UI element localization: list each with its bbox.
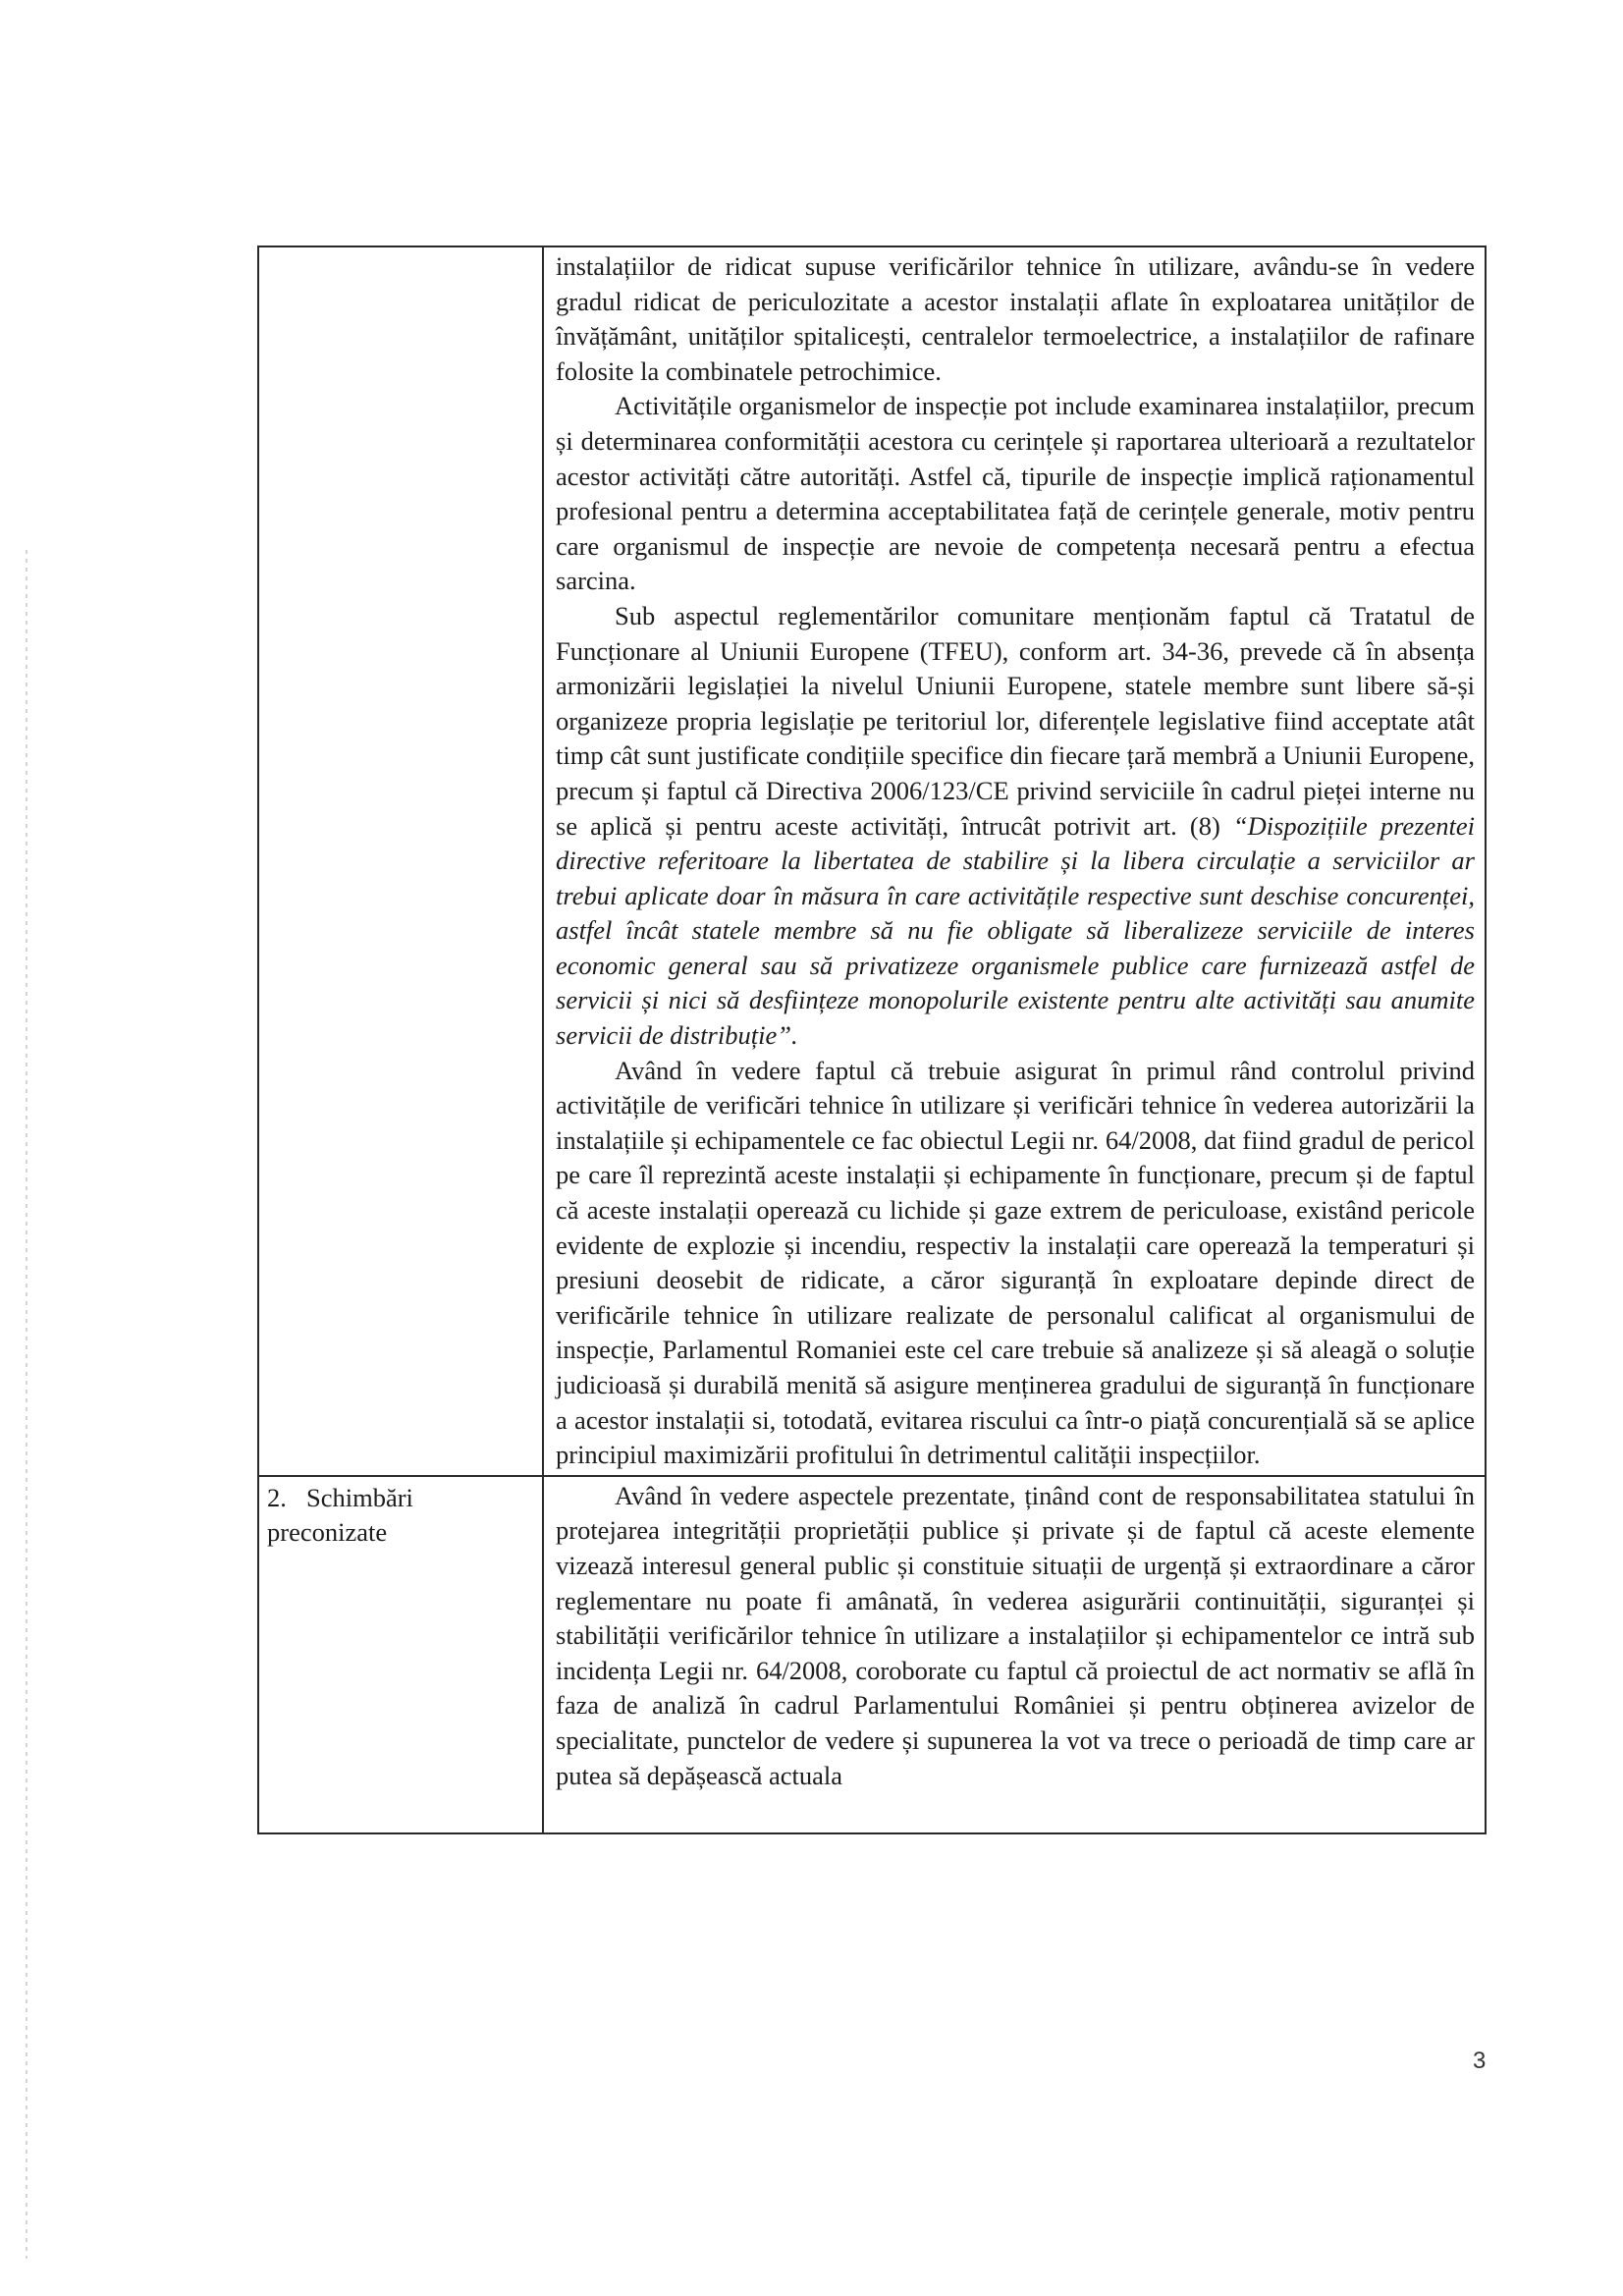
- row-content-cell: [543, 1476, 1486, 1833]
- row-content-cell: [543, 246, 1486, 1476]
- table-row: [258, 246, 1486, 1476]
- row-label-cell: [258, 1476, 543, 1833]
- row-label-cell: [258, 246, 543, 1476]
- row-label-text: Schimbări preconizate: [267, 1482, 413, 1548]
- paragraph-text: Sub aspectul reglementărilor comunitare menționăm faptul că Tratatul de Funcționare al Uniunii Europene (TFEU), conform art. 34-36, prevede că în absența armonizării legislației la nivelul Uniunii Europene, statele membre sunt libere să-și organizeze propria legislație pe teritoriul lor, diferențele legislative fiind acceptate atât timp cât sunt justificate condițiile specifice din fiecare țară membră a Uniunii Europene, precum și faptul că Directiva 2006/123/CE privind serviciile în cadrul pieței interne nu se aplică și pentru aceste activități, întrucât potrivit art. (8): [556, 600, 1475, 841]
- table-row: [258, 1476, 1486, 1833]
- page-number: 3: [1473, 2048, 1487, 2074]
- paragraph: Activitățile organismelor de inspecție pot include examinarea instalațiilor, precum și determinarea conformității acestora cu cerințele și raportarea ulterioară a rezultatelor acestor activități către autorități. Astfel că, tipurile de inspecție implică raționamentul profesional pentru a determina acceptabilitatea față de cerințele generale, motiv pentru care organismul de inspecție are nevoie de competența necesară pentru a efectua sarcina.: [556, 391, 1475, 596]
- paragraph: Având în vedere faptul că trebuie asigurat în primul rând controlul privind activitățile de verificări tehnice în utilizare și verificări tehnice în vederea autorizării la instalațiile și echipamentele ce fac obiectul Legii nr. 64/2008, dat fiind gradul de pericol pe care îl reprezintă aceste instalații și echipamente în funcționare, precum și de faptul că aceste instalații operează cu lichide și gaze extrem de periculoase, existând pericole evidente de explozie și incendiu, respectiv la instalații care operează la temperaturi și presiuni deosebit de ridicate, a căror siguranță în exploatare depinde direct de verificările tehnice în utilizare realizate de personalul calificat al organismului de inspecție, Parlamentul Romaniei este cel care trebuie să analizeze și să aleagă o soluție judicioasă și durabilă menită să asigure menținerea gradului de siguranță în funcționare a acestor instalații si, totodată, evitarea riscului ca într-o piață concurențială să se aplice principiul maximizării profitului în detrimentul calității inspecțiilor.: [556, 1055, 1475, 1470]
- substantiation-table: [257, 246, 1487, 1834]
- paragraph: Având în vedere aspectele prezentate, ținând cont de responsabilitatea statului în protejarea integrității proprietății publice și private și de faptul că aceste elemente vizează interesul general public și constituie situații de urgență și extraordinare a căror reglementare nu poate fi amânată, în vederea asigurării continuității, siguranței și stabilității verificărilor tehnice în utilizare a instalațiilor și echipamentelor ce intră sub incidența Legii nr. 64/2008, coroborate cu faptul că proiectul de act normativ se află în faza de analiză în cadrul Parlamentului României și pentru obținerea avizelor de specialitate, punctelor de vedere și supunerea la vot va trece o perioadă de timp care ar putea să depășească actuala: [556, 1480, 1475, 1790]
- paragraph: instalațiilor de ridicat supuse verificărilor tehnice în utilizare, avându-se în vedere gradul ridicat de periculozitate a acestor instalații aflate în exploatarea unităților de învățământ, unităților spitalicești, centralelor termoelectrice, a instalațiilor de rafinare folosite la combinatele petrochimice.: [556, 251, 1475, 386]
- directive-quote: “Dispozițiile prezentei directive referitoare la libertatea de stabilire și la libera circulație a serviciilor ar trebui aplicate doar în măsura în care activitățile respective sunt deschise concurenței, astfel încât statele membre să nu fie obligate să liberalizeze serviciile de interes economic general sau să privatizeze organismele publice care furnizează astfel de servicii și nici să desființeze monopolurile existente pentru alte activități sau anumite servicii de distribuție”.: [556, 810, 1475, 1051]
- row-label: [267, 1481, 536, 1551]
- row-label-number: 2.: [267, 1482, 287, 1512]
- paragraph: [556, 599, 1475, 1054]
- scan-margin-marks: [26, 550, 27, 2259]
